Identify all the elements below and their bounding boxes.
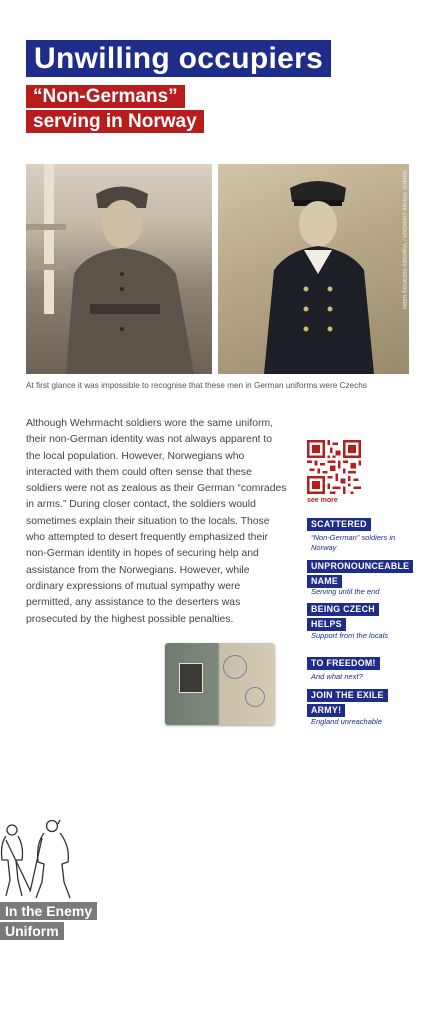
topic-description: Serving until the end: [311, 587, 380, 596]
topic-unpronounceable-name[interactable]: [307, 560, 413, 590]
id-document-photo: [165, 643, 275, 725]
topic-join-exile-army[interactable]: [307, 689, 388, 719]
subtitle-line-2: serving in Norway: [26, 110, 204, 133]
brand-line: Uniform: [0, 922, 64, 940]
page-title: Unwilling occupiers: [26, 40, 331, 77]
topic-being-czech-helps[interactable]: [307, 603, 379, 633]
topic-scattered[interactable]: [307, 518, 371, 533]
topic-label: SCATTERED: [307, 518, 371, 531]
topic-label: UNPRONOUNCEABLE: [307, 560, 413, 573]
stamp-mark: [245, 687, 265, 707]
topic-label: BEING CZECH: [307, 603, 379, 616]
id-portrait: [179, 663, 203, 693]
body-text: Although Wehrmacht soldiers wore the same uniform, their non-German identity was not always apparent to the local population. However, Norwegians who interacted with them could often sense that these soldiers were not as zealous as their German “comrades in arms.” During closer contact, the soldiers would sometimes explain their situation to the locals. Those who attempted to desert frequently emphasized their non-German identity in hopes of securing help and assistance from the Norwegians. However, while ordinary expressions of mutual sympathy were permitted, any assistance to the deserters was prosecuted by the highest possible penalties.: [26, 418, 287, 625]
topic-to-freedom[interactable]: [307, 657, 380, 672]
see-more-link[interactable]: see more: [307, 497, 338, 504]
qr-code-icon[interactable]: [307, 440, 361, 494]
subtitle: [26, 85, 204, 135]
topic-label: TO FREEDOM!: [307, 657, 380, 670]
subtitle-line-1: “Non-Germans”: [26, 85, 185, 108]
topic-label: NAME: [307, 575, 342, 588]
stamp-mark: [223, 655, 247, 679]
photo-credit: Source: Private collection / Vojenský historický ústav: [401, 170, 407, 310]
photo-soldier-navy: [218, 164, 409, 374]
photo-caption: At first glance it was impossible to recognise that these men in German uniforms were Czechs: [26, 381, 367, 390]
title-block: [26, 40, 331, 77]
topic-description: And what next?: [311, 672, 363, 681]
soldiers-silhouette-icon: [0, 820, 100, 900]
topic-description: Support from the locals: [311, 631, 389, 640]
topic-description: England unreachable: [311, 717, 382, 726]
topic-label: ARMY!: [307, 704, 345, 717]
topic-description: “Non-German” soldiers in Norway: [311, 533, 396, 552]
topic-label: HELPS: [307, 618, 346, 631]
topic-label: JOIN THE EXILE: [307, 689, 388, 702]
brand-logo: [0, 902, 97, 942]
brand-line: In the Enemy: [0, 902, 97, 920]
photo-soldier-army: [26, 164, 212, 374]
